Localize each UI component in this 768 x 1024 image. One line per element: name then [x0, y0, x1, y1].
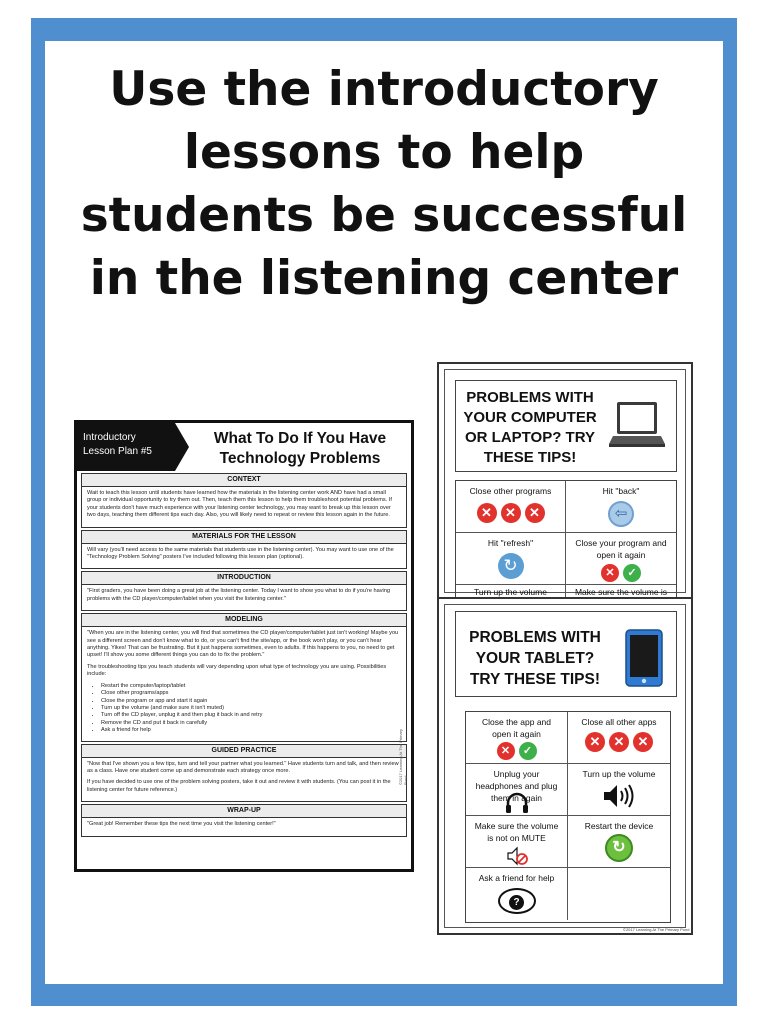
speaker-icon-wrap [568, 782, 670, 810]
back-arrow-icon: ⇦ [608, 501, 634, 527]
tip-label: Unplug your headphones and plug them in again [475, 769, 558, 803]
x-circle-icon: ✕ [633, 732, 653, 752]
materials-text: Will vary (you'll need access to the same materials that students use in the listening center). You may want to use one of the "Technology Problem Solving" posters I've included following this lesson plan (optional). [87, 546, 394, 561]
tip-close-all-apps [568, 712, 670, 764]
x-circle-icon: ✕ [525, 503, 545, 523]
speaker-volume-icon [602, 782, 636, 810]
context-body [81, 487, 407, 528]
check-circle-icon: ✓ [519, 742, 537, 760]
refresh-icon-wrap [456, 553, 565, 579]
lesson-plan-page [74, 420, 414, 872]
tip-label: Close all other apps [581, 717, 657, 727]
tip-label: Turn up the volume [474, 587, 547, 597]
tip-replug-headphones [466, 764, 568, 816]
headline-line-3: students be successful [80, 188, 688, 243]
tablet-icon [625, 629, 663, 687]
x-circle-icon: ✕ [585, 732, 605, 752]
tip-hit-back [566, 481, 676, 533]
badge-line-2: Lesson Plan #5 [83, 446, 152, 457]
computer-tips-grid [455, 480, 677, 600]
tablet-poster-copyright: ©2017 Learning At The Primary Pond [623, 927, 690, 932]
materials-heading: MATERIALS FOR THE LESSON [81, 530, 407, 544]
computer-tips-poster [437, 362, 693, 600]
xcheck-icons [566, 564, 676, 582]
modeling-text-1: "When you are in the listening center, you will find that sometimes the CD player/computer/tablet just isn't working! Maybe you see a different screen and don't know what to do, or you can't find the site/app, or the book won't play, or you can't hear anything. Yikes! That can be frustrating. But it just happens sometimes, even to adults. If this happens to you, no need to get upset! I'll show you some different things you can do to fix the problem." [87, 630, 399, 659]
check-circle-icon: ✓ [623, 564, 641, 582]
x-icons [568, 732, 670, 752]
x-circle-icon: ✕ [601, 564, 619, 582]
title-line: TRY THESE TIPS! [469, 671, 601, 688]
title-line: YOUR TABLET? [475, 650, 595, 667]
modeling-list [87, 683, 401, 735]
tip-label: Close other programs [469, 486, 552, 496]
computer-poster-title [461, 388, 599, 468]
mute-icon [506, 846, 528, 866]
lesson-badge [77, 423, 175, 471]
modeling-heading: MODELING [81, 613, 407, 627]
materials-body [81, 544, 407, 570]
tip-restart-device [568, 816, 670, 868]
x-circle-icon: ✕ [497, 742, 515, 760]
tip-empty [568, 868, 670, 920]
tip-reopen-app [466, 712, 568, 764]
tip-label: Restart the device [584, 821, 654, 831]
speech-bubble-question-icon: ? [498, 888, 536, 914]
lesson-title-line-2: Technology Problems [219, 450, 381, 467]
tablet-poster-title [459, 627, 611, 690]
list-item: • Turn up the volume (and make sure it isn't muted) [101, 705, 401, 712]
headline-line-4: in the listening center [89, 251, 679, 306]
title-line: OR LAPTOP? TRY [464, 429, 595, 446]
tip-close-programs [456, 481, 566, 533]
x-icons [456, 503, 565, 523]
tip-hit-refresh [456, 533, 566, 585]
headline-line-2: lessons to help [183, 125, 585, 180]
guided-text-2: If you have decided to use one of the problem solving posters, take it out and review it with students. (You can post it in the listening center for future reference.) [87, 779, 391, 793]
tip-label: Turn up the volume [582, 769, 656, 779]
list-item: • Restart the computer/laptop/tablet [101, 683, 401, 690]
wrap-up-text: "Great job! Remember these tips the next time you visit the listening center!" [87, 821, 276, 828]
wrap-up-heading: WRAP-UP [81, 804, 407, 818]
context-text: Wait to teach this lesson until students have learned how the materials in the listening center work AND have had a small group or individual opportunity to try them out. Then, teach them this lesson to help them troubleshoot potential problems. If your students don't have much experience with your listening center technology, you may want to break up this lesson over two days, teaching them different tips each day. Also, you will likely need to repeat or review this lesson again in the future. [87, 490, 392, 519]
title-line: PROBLEMS WITH [466, 389, 594, 406]
tip-label: Hit "back" [602, 486, 640, 496]
lesson-title [189, 429, 411, 469]
introduction-body [81, 585, 407, 611]
lesson-copyright: ©2017 Learning At The Primary Pond [398, 728, 408, 785]
headline [45, 58, 723, 310]
tablet-tips-poster [437, 597, 693, 935]
wrap-up-body [81, 818, 407, 836]
tip-unmute [466, 816, 568, 868]
headline-line-1: Use the introductory [109, 62, 659, 117]
guided-text-1: "Now that I've shown you a few tips, turn and tell your partner what you learned." Have students turn and talk, and then review as a class. Have one student come up and demonstrate each strategy once more. [87, 760, 399, 774]
tip-ask-friend [466, 868, 568, 920]
guided-practice-heading: GUIDED PRACTICE [81, 744, 407, 758]
restart-icon: ↻ [605, 834, 633, 862]
introduction-text: "First graders, you have been doing a great job at the listening center. Today I want to show you what to do if you're having problems with the CD player/computer/tablet when you visit the listening center." [87, 588, 391, 602]
badge-line-1: Introductory [83, 432, 136, 443]
title-line: YOUR COMPUTER [463, 409, 597, 426]
guided-practice-body [81, 758, 407, 803]
x-circle-icon: ✕ [609, 732, 629, 752]
x-circle-icon: ✕ [501, 503, 521, 523]
title-line: THESE TIPS! [483, 449, 577, 466]
modeling-text-2: The troubleshooting tips you teach students will vary depending upon what type of technology you are using. Possibilities include: [87, 663, 387, 678]
x-circle-icon: ✕ [477, 503, 497, 523]
list-item: • Ask a friend for help [101, 727, 401, 734]
tip-label: Ask a friend for help [478, 873, 555, 883]
mute-icon-wrap [466, 846, 567, 866]
modeling-body [81, 627, 407, 741]
headphones-icon [505, 792, 529, 814]
headphones-icon-wrap [466, 792, 567, 814]
bubble-icon-wrap [466, 888, 567, 914]
tip-tablet-volume-up [568, 764, 670, 816]
introduction-heading: INTRODUCTION [81, 571, 407, 585]
xcheck-icons [466, 742, 567, 760]
list-item: • Close the program or app and start it again [101, 698, 401, 705]
refresh-icon: ↻ [498, 553, 524, 579]
tip-label: Make sure the volume is [574, 587, 668, 597]
laptop-icon [609, 400, 665, 450]
lesson-header [77, 423, 411, 473]
restart-icon-wrap [568, 834, 670, 862]
back-icon-wrap [566, 501, 676, 527]
tip-label: Make sure the volume is not on MUTE [474, 821, 559, 843]
tip-label: Close your program and open it again [575, 538, 667, 560]
list-item: • Turn off the CD player, unplug it and then plug it back in and retry [101, 712, 401, 719]
list-item: • Close other programs/apps [101, 690, 401, 697]
context-heading: CONTEXT [81, 473, 407, 487]
tablet-tips-grid [465, 711, 671, 923]
tip-reopen-program [566, 533, 676, 585]
tip-label: Close the app and open it again [482, 717, 551, 739]
tip-label: Hit "refresh" [487, 538, 534, 548]
title-line: PROBLEMS WITH [469, 629, 601, 646]
list-item: • Remove the CD and put it back in carefully [101, 720, 401, 727]
lesson-title-line-1: What To Do If You Have [213, 430, 387, 447]
